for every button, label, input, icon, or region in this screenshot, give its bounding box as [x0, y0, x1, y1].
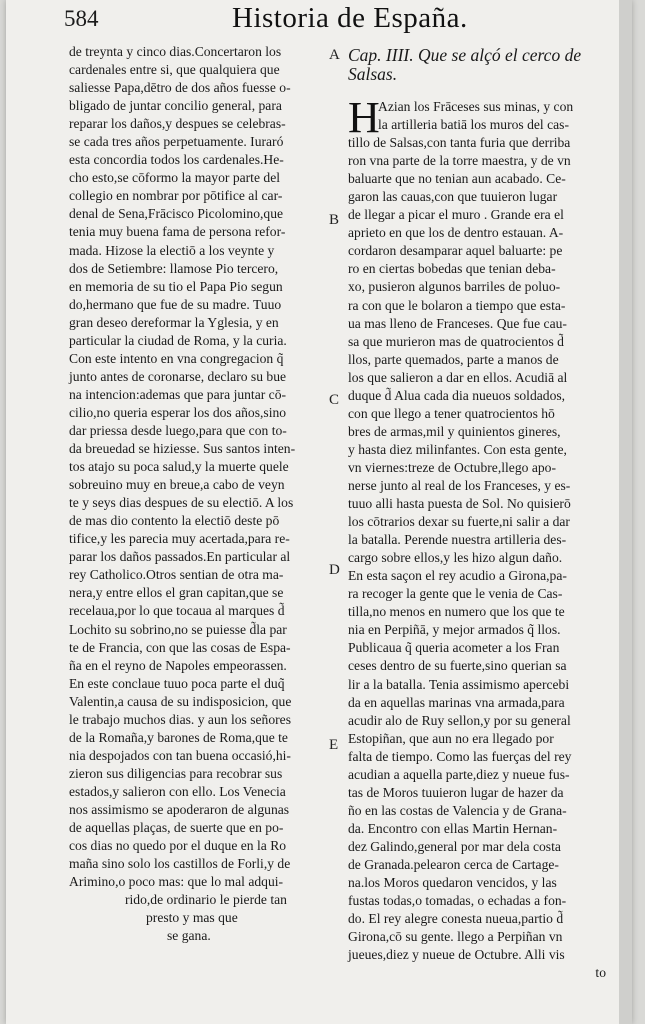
text-line: con que llego a tener quatrocientos hō [348, 405, 555, 421]
text-line: y hasta diez milinfantes. Con esta gente, [348, 441, 567, 457]
text-line: tillo de Salsas,con tanta furia que derriba [348, 135, 571, 151]
text-line: Valentin,a causa de su indisposicion, que [69, 693, 292, 709]
text-line: rey Catholico.Otros sentian de otra ma- [69, 567, 284, 583]
text-line: sa que murieron mas de quatrocientos d̃ [348, 333, 564, 349]
text-line: le trabajo muchos dias. y aun los señores [69, 711, 291, 727]
text-line: denal de Sena,Frācisco Picolomino,que [69, 206, 284, 222]
text-line: ron vna parte de la torre maestra, y de vn [348, 153, 571, 169]
text-line: vn viernes:treze de Octubre,llego apo- [348, 459, 556, 475]
text-line: nia en Perpiñā, y mejor armados q̃ llos. [348, 622, 561, 638]
book-page [6, 0, 632, 1024]
text-line: de Granada.pelearon cerca de Cartage- [348, 856, 559, 872]
text-line: los que salieron a dar en ellos. Acudiā al [348, 369, 568, 385]
page-number: 584 [64, 6, 99, 31]
text-line: bligado de juntar concilio general, para [69, 98, 282, 114]
text-line: da breuedad se hiziesse. Sus santos inten- [69, 441, 296, 457]
text-line: ceses dentro de su fuerte,sino querian sa [348, 658, 567, 674]
text-line: cilio,no queria esperar los dos años,sino [69, 404, 287, 420]
text-line: nera,y entre ellos el gran capitan,que se [69, 585, 284, 601]
chapter-heading [348, 46, 610, 84]
text-line: los cōtrarios dexar su fuerte,ni salir a dar [348, 514, 570, 530]
text-line: tifice,y les parecia muy acertada,para re- [69, 531, 290, 547]
text-line: acudian a aquella parte,diez y nueue fus- [348, 766, 570, 782]
text-line: cho esto,se cōformo la mayor parte del [69, 170, 281, 186]
text-line: garon las cauas,con que tuuieron lugar [348, 189, 558, 205]
page-gutter-shadow [619, 0, 632, 1024]
text-line: tas de Moros tuuieron lugar de hazer da [348, 784, 564, 800]
text-line: de la Romaña,y barones de Roma,que te [69, 729, 288, 745]
text-line: jueues,diez y nueue de Octubre. Alli vis [348, 947, 565, 963]
text-line: nerse junto al real de los Franceses, y es- [348, 477, 571, 493]
text-line: cardenales entre si, que qualquiera que [69, 62, 280, 78]
text-line: maña sino solo los castillos de Forli,y de [69, 856, 291, 872]
text-line: la batalla. Perende nuestra artilleria des- [348, 532, 567, 548]
margin-letter-a: A [329, 47, 340, 63]
text-line: presto y mas que [146, 910, 238, 926]
margin-letter-e: E [329, 737, 339, 753]
text-line: zieron sus diligencias para recobrar sus [69, 765, 283, 781]
text-line: da. Encontro con ellas Martin Hernan- [348, 820, 558, 836]
text-line: llos, parte quemados, parte a manos de [348, 351, 559, 367]
margin-letter-d: D [329, 562, 340, 578]
text-line: gran deseo dereformar la Yglesia, y en [69, 314, 279, 330]
margin-letter-c: C [329, 392, 340, 408]
text-line: do. El rey alegre conesta nueua,partio d̃ [348, 911, 564, 927]
text-line: falta de tiempo. Como las fuerças del rey [348, 748, 572, 764]
text-line: dez Galindo,general por mar dela costa [348, 838, 561, 854]
text-line: En este conclaue tuuo poca parte el duq̃ [69, 675, 285, 691]
text-line: ua mas lleno de Franceses. Que fue cau- [348, 315, 567, 331]
text-line: Estopiñan, que aun no era llegado por [348, 730, 554, 746]
text-line: de llegar a picar el muro . Grande era el [348, 207, 564, 223]
text-line: ña en el reyno de Napoles empeorassen. [69, 657, 287, 673]
text-line: reparar los daños,y despues se celebras- [69, 116, 286, 132]
text-line: la artilleria batiā los muros del cas- [378, 117, 569, 133]
text-line: ra recoger la gente que le venia de Cas- [348, 586, 563, 602]
text-line: cordaron desamparar aquel baluarte: pe [348, 243, 563, 259]
text-line: bres de armas,mil y quinientos gineres, [348, 423, 561, 439]
text-line: Girona,cō su gente. llego a Perpiñan vn [348, 929, 563, 945]
text-line: tuuo alli hasta puesta de Sol. No quisierō [348, 496, 571, 512]
text-line: Lochito su sobrino,no se puiesse d̃la par [69, 621, 287, 637]
text-line: acudir alo de Ruy sellon,y por su general [348, 712, 571, 728]
text-line: do,hermano que fue de su madre. Tuuo [69, 296, 282, 312]
text-line: se cada tres años perpetuamente. Iuraró [69, 134, 284, 150]
text-line: dos de Setiembre: llamose Pio tercero, [69, 260, 279, 276]
text-line: rido,de ordinario le pierde tan [125, 892, 287, 908]
left-column [69, 43, 339, 945]
text-line: junto antes de coronarse, declaro su bue [69, 368, 287, 384]
text-line: Publicaua q̃ queria acometer a los Fran [348, 640, 560, 656]
text-line: sobreuino muy en breue,a cabo de veyn [69, 477, 285, 493]
text-line: Arimino,o poco mas: que lo mal adqui- [69, 874, 284, 890]
text-line: saliesse Papa,dētro de dos años fuesse o- [69, 80, 291, 96]
text-line: na.los Moros quedaron vencidos, y las [348, 875, 557, 891]
text-line: tos atajo su poca salud,y la muerte quele [69, 459, 289, 475]
drop-cap: H [348, 93, 380, 142]
text-line: ro en ciertas bobedas que tenian deba- [348, 261, 556, 277]
text-line: collegio en nombrar por pōtifice al car- [69, 188, 283, 204]
chapter-heading-line-2: Salsas. [348, 64, 398, 84]
text-line: cargo sobre ellos,y les hizo algun daño. [348, 550, 563, 566]
text-line: da en aquellas marinas vna armada,para [348, 694, 565, 710]
text-line: estados,y salieron con ello. Los Venecia [69, 783, 286, 799]
text-line: parar los daños passados.En particular al [69, 549, 291, 565]
right-column [348, 93, 610, 982]
text-line: tenia muy buena fama de persona refor- [69, 224, 286, 240]
text-line: fustas todas,o tomadas, o echadas a fon- [348, 893, 567, 909]
text-line: de aquellas plaças, de suerte que en po- [69, 820, 284, 836]
text-line: En esta saçon el rey acudio a Girona,pa- [348, 568, 567, 584]
text-line: esta concordia todos los cardenales.He- [69, 152, 284, 168]
text-line: dar priessa desde luego,para que con to- [69, 422, 287, 438]
text-line: de treynta y cinco dias.Concertaron los [69, 44, 282, 59]
text-line: ño en las costas de Valencia y de Grana- [348, 802, 567, 818]
text-line: Con este intento en vna congregacion q̃ [69, 350, 284, 366]
text-line: cos dias no quedo por el duque en la Ro [69, 838, 287, 854]
text-line: mada. Hizose la electiō a los veynte y [69, 242, 275, 258]
text-line: xo, pusieron algunos barriles de poluo- [348, 279, 561, 295]
text-line: se gana. [167, 928, 211, 944]
text-line: te de Francia, con que las cosas de Espa- [69, 639, 291, 655]
running-title: Historia de España. [232, 2, 468, 34]
text-line: ra con que le bolaron a tiempo que esta- [348, 297, 566, 313]
text-line: te y seys dias despues de su electiō. A los [69, 495, 294, 511]
text-line: tilla,no menos en numero que los que te [348, 604, 565, 620]
text-line: baluarte que no tenian aun acabado. Ce- [348, 171, 566, 187]
chapter-heading-line-1: Cap. IIII. Que se alçó el cerco de [348, 45, 582, 65]
text-line: Azian los Frāceses sus minas, y con [378, 99, 574, 114]
text-line: duque d̃ Alua cada dia nueuos soldados, [348, 387, 566, 403]
text-line: en memoria de su tio el Papa Pio segun [69, 278, 283, 294]
text-line: aprieto en que los de dentro estauan. A- [348, 225, 564, 241]
text-line: nos assimismo se apoderaron de algunas [69, 801, 290, 817]
text-line: de mas dio contento la electiō deste pō [69, 513, 280, 529]
text-line: lir a la batalla. Tenia assimismo apercebi [348, 676, 570, 692]
text-line: nia despojados con tan buena occasió,hi- [69, 747, 291, 763]
text-line: recelaua,por lo que tocaua al marques d̃ [69, 603, 285, 619]
catchword: to [595, 965, 606, 981]
margin-letter-b: B [329, 212, 340, 228]
text-line: particular la ciudad de Roma, y la curia. [69, 332, 287, 348]
text-line: na intencion:ademas que para juntar cō- [69, 386, 287, 402]
